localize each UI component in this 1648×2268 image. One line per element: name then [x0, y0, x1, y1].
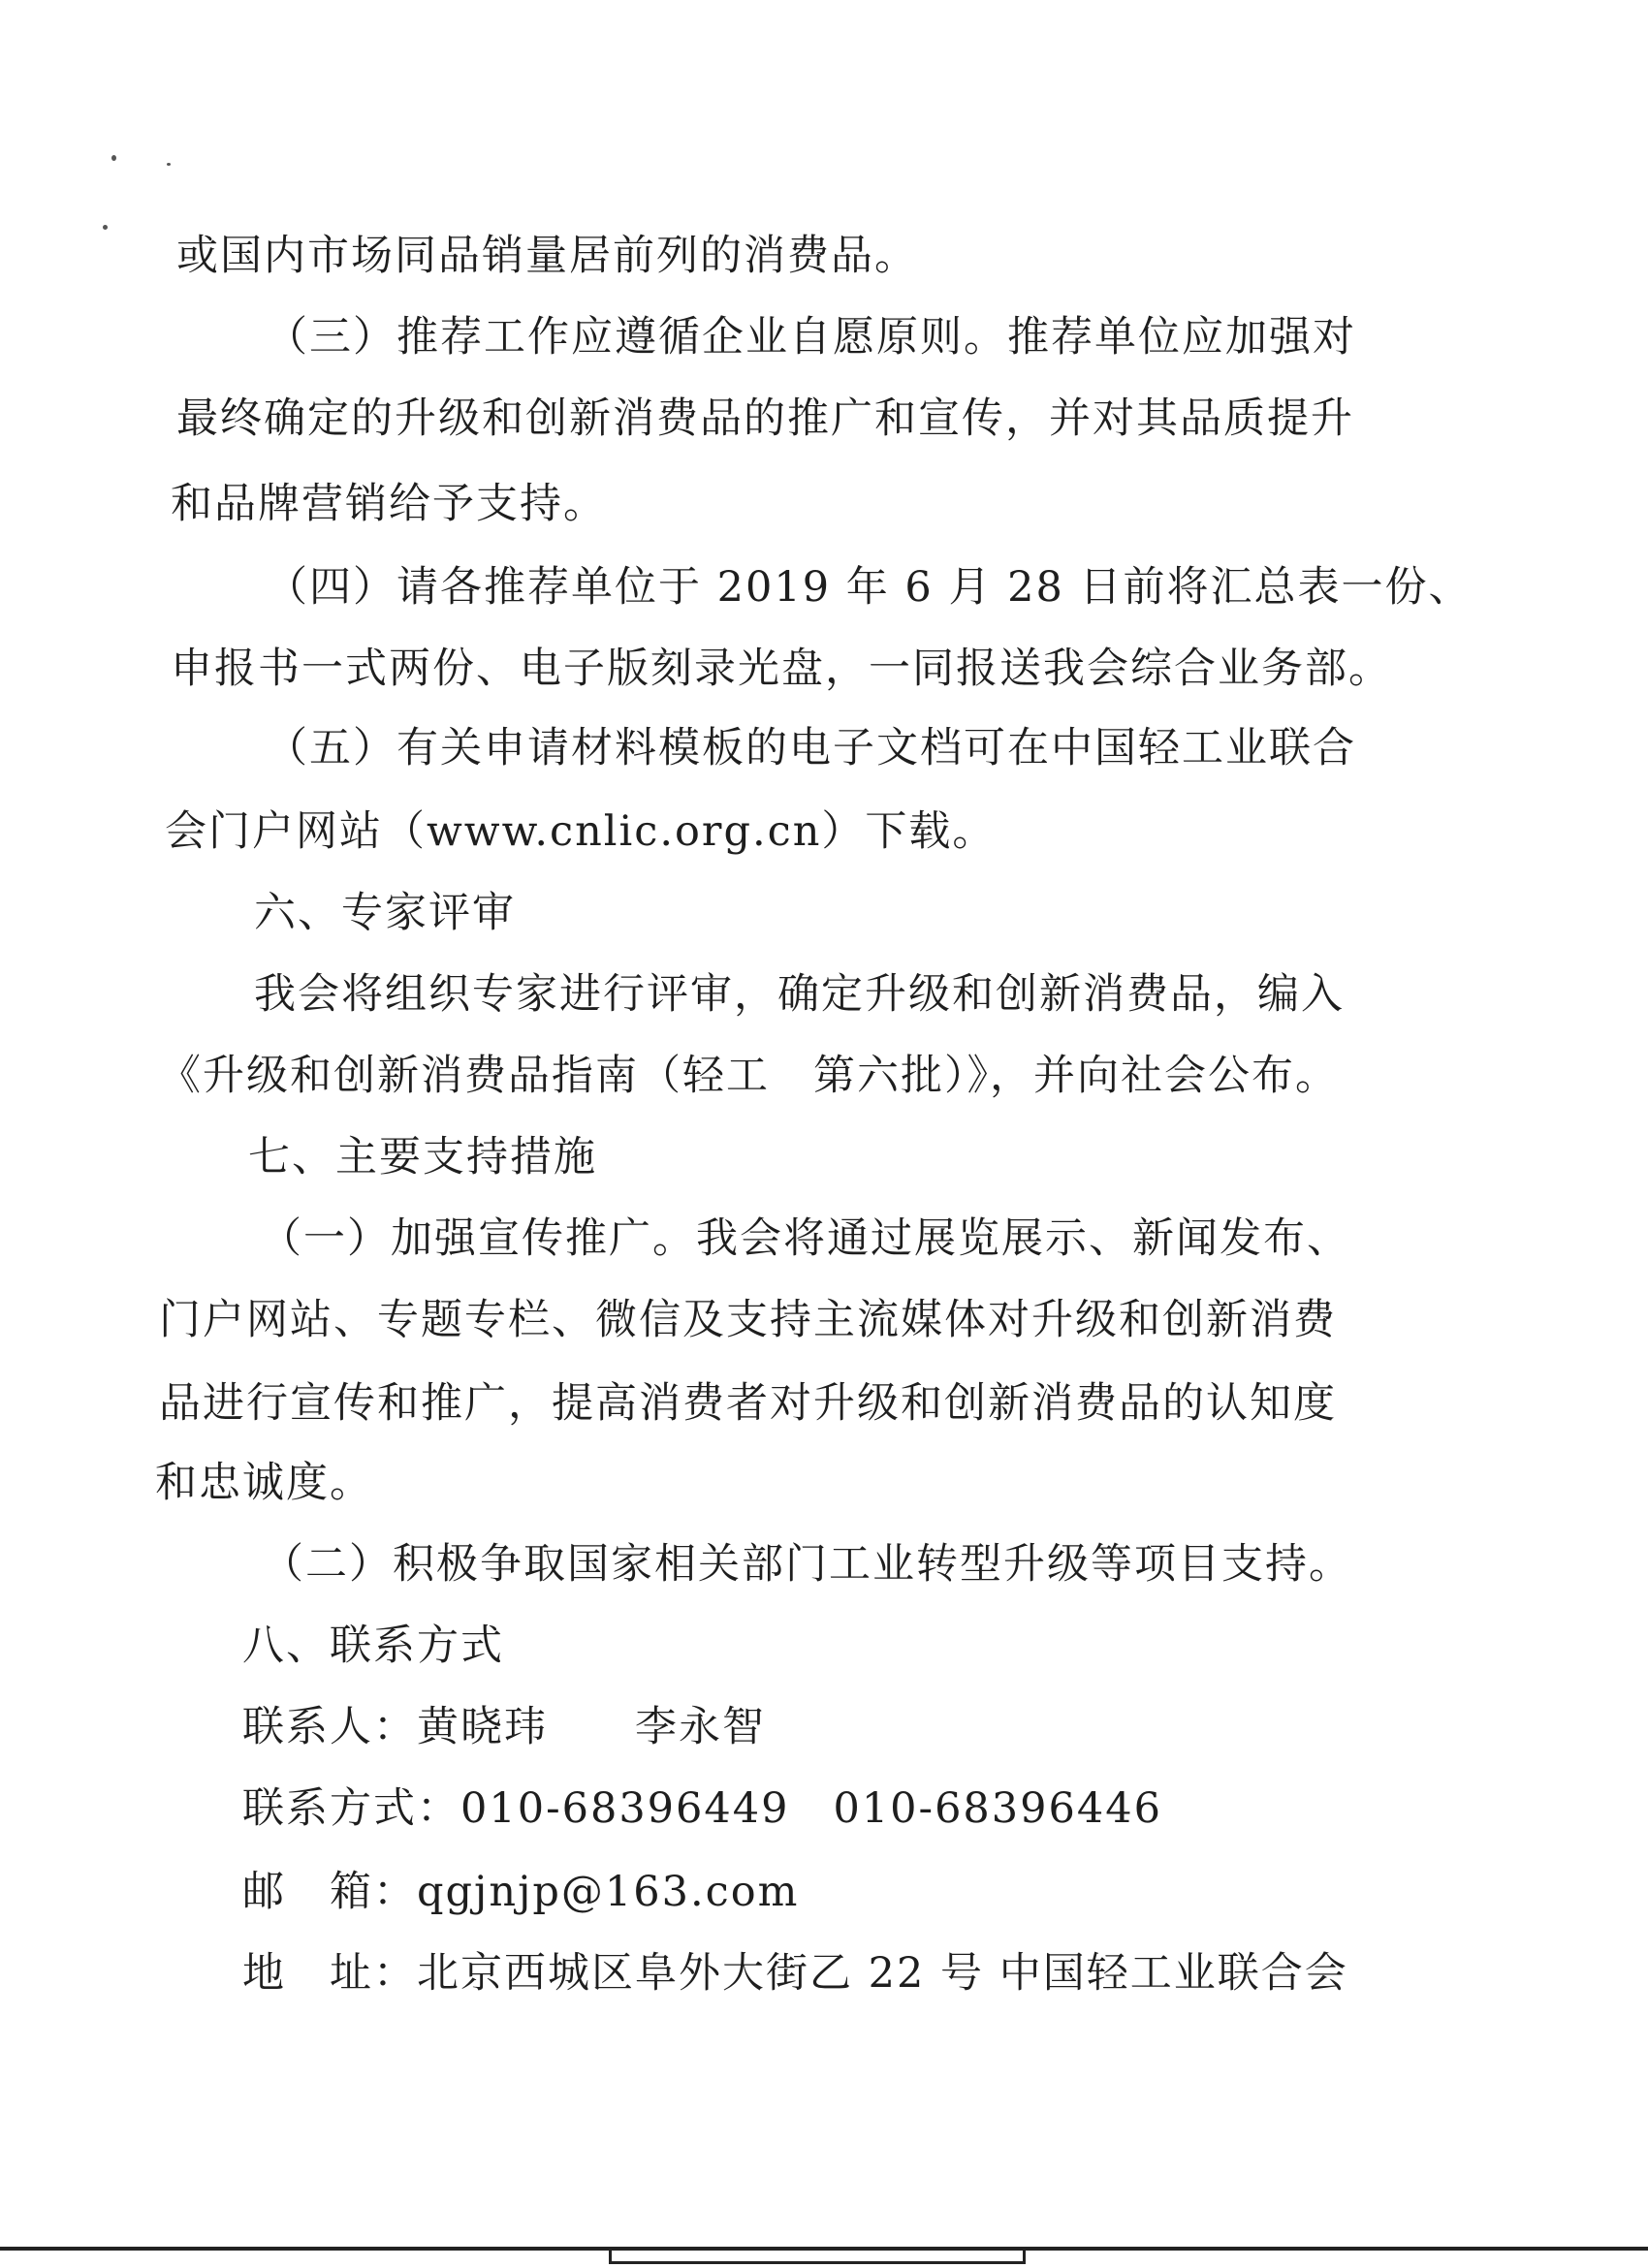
text-line-17: （二）积极争取国家相关部门工业转型升级等项目支持。: [262, 1540, 1352, 1589]
text-line-3: 最终确定的升级和创新消费品的推广和宣传，并对其品质提升: [176, 394, 1354, 443]
text-line-1: 或国内市场同品销量居前列的消费品。: [176, 232, 918, 280]
text-line-14: 门户网站、专题专栏、微信及支持主流媒体对升级和创新消费: [159, 1296, 1337, 1344]
text-line-7: （五）有关申请材料模板的电子文档可在中国轻工业联合: [266, 724, 1356, 772]
text-line-16: 和忠诚度。: [155, 1459, 373, 1507]
text-line-6: 申报书一式两份、电子版刻录光盘，一同报送我会综合业务部。: [171, 645, 1392, 693]
scan-speck: [111, 155, 116, 161]
text-line-15: 品进行宣传和推广，提高消费者对升级和创新消费品的认知度: [159, 1379, 1337, 1428]
text-line-2: （三）推荐工作应遵循企业自愿原则。推荐单位应加强对: [266, 313, 1356, 362]
text-line-13: （一）加强宣传推广。我会将通过展览展示、新闻发布、: [260, 1214, 1350, 1263]
contact-persons: 联系人：黄晓玮 李永智: [242, 1703, 766, 1751]
section-heading-8: 八、联系方式: [242, 1622, 504, 1670]
contact-email: 邮 箱：qgjnjp@163.com: [242, 1868, 800, 1916]
text-line-4: 和品牌营销给予支持。: [171, 480, 607, 528]
contact-address: 地 址：北京西城区阜外大街乙 22 号 中国轻工业联合会: [242, 1949, 1348, 1998]
page-bottom-tab: [609, 2251, 1026, 2264]
section-heading-6: 六、专家评审: [254, 889, 516, 937]
text-line-5: （四）请各推荐单位于 2019 年 6 月 28 日前将汇总表一份、: [266, 563, 1473, 612]
text-line-11: 《升级和创新消费品指南（轻工 第六批）》，并向社会公布。: [159, 1052, 1339, 1100]
text-line-10: 我会将组织专家进行评审，确定升级和创新消费品，编入: [254, 970, 1345, 1019]
text-line-8: 会门户网站（www.cnlic.org.cn）下载。: [165, 807, 997, 856]
contact-phones: 联系方式：010-68396449 010-68396446: [242, 1784, 1162, 1833]
scan-speck: [103, 225, 108, 230]
section-heading-7: 七、主要支持措施: [248, 1133, 597, 1181]
scan-speck: [167, 163, 171, 166]
